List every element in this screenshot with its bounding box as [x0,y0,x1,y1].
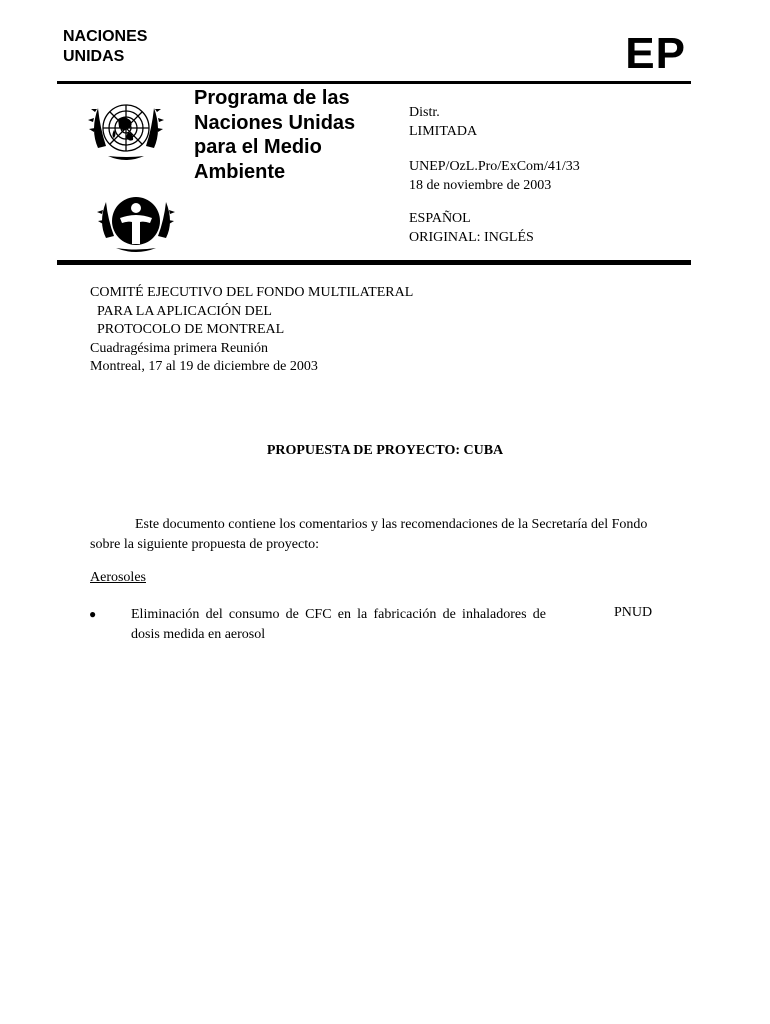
document-title: PROPUESTA DE PROYECTO: CUBA [266,443,504,458]
bullet-icon: ● [89,607,97,621]
committee-block [90,284,413,377]
distribution-block [409,103,477,141]
language-block [409,209,534,247]
committee-line: COMITÉ EJECUTIVO DEL FONDO MULTILATERAL [90,285,414,300]
document-symbol: UNEP/OzL.Pro/ExCom/41/33 [409,159,580,174]
committee-line: PROTOCOLO DE MONTREAL [90,322,285,337]
program-line: Programa de las [194,87,350,109]
program-line: Naciones Unidas [194,111,356,134]
committee-line: Montreal, 17 al 19 de diciembre de 2003 [90,359,318,374]
original-language: ORIGINAL: INGLÉS [409,230,534,245]
unep-emblem-icon [96,186,176,258]
committee-line: Cuadragésima primera Reunión [90,340,269,356]
header-rule-top [57,81,691,84]
un-emblem-icon [88,92,164,166]
program-line: para el Medio [194,136,322,158]
document-language: ESPAÑOL [409,211,471,226]
program-line: Ambiente [194,160,286,183]
committee-line: PARA LA APLICACIÓN DEL [90,303,272,319]
section-heading: Aerosoles [90,570,146,585]
project-description: Eliminación del consumo de CFC en la fabricación de inhaladores de dosis medida en aerosol [131,607,546,642]
document-id-block [409,157,580,195]
header-rule-bottom [57,260,691,265]
intro-paragraph: Este documento contiene los comentarios y las recomendaciones de la Secretaría del Fondo sobre la siguiente propuesta de proyecto: [90,517,648,552]
document-date: 18 de noviembre de 2003 [409,178,552,193]
implementing-agency: PNUD [614,605,653,620]
distribution-value: LIMITADA [409,124,478,139]
program-name [194,86,394,184]
organization-name [63,27,147,67]
document-series-symbol: EP [625,29,686,78]
distribution-label: Distr. [409,105,440,120]
org-line-2: UNIDAS [63,48,125,65]
org-line-1: NACIONES [63,28,148,45]
